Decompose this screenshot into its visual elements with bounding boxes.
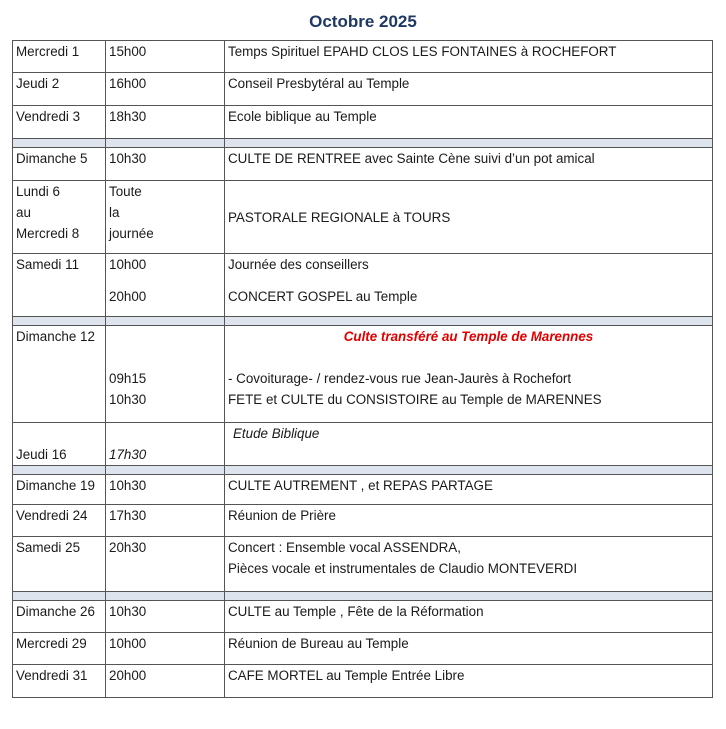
event-line: Concert : Ensemble vocal ASSENDRA,	[228, 540, 461, 555]
event-cell: CULTE AUTREMENT , et REPAS PARTAGE	[225, 475, 713, 505]
time-cell: 15h00	[106, 41, 225, 73]
day-cell: Dimanche 26	[13, 601, 106, 633]
week-separator	[13, 139, 713, 148]
time-cell: 10h30	[106, 148, 225, 181]
time-cell	[106, 254, 225, 317]
event-cell: Ecole biblique au Temple	[225, 106, 713, 139]
event-line: Journée des conseillers	[228, 257, 369, 272]
time-cell: 20h00	[106, 665, 225, 698]
table-row	[13, 537, 713, 592]
time-line: Toute	[109, 184, 142, 199]
event-cell	[225, 537, 713, 592]
day-cell: Samedi 25	[13, 537, 106, 592]
table-row	[13, 505, 713, 537]
day-cell: Mercredi 29	[13, 633, 106, 665]
day-cell: Samedi 11	[13, 254, 106, 317]
time-cell: 18h30	[106, 106, 225, 139]
event-line: Pièces vocale et instrumentales de Claudio MONTEVERDI	[228, 561, 578, 576]
calendar-table	[12, 40, 713, 698]
event-line: - Covoiturage- / rendez-vous rue Jean-Jaurès à Rochefort	[228, 371, 572, 386]
time-cell: 10h00	[106, 633, 225, 665]
event-cell: CAFE MORTEL au Temple Entrée Libre	[225, 665, 713, 698]
week-separator	[13, 592, 713, 601]
time-cell	[106, 326, 225, 423]
page-title: Octobre 2025	[309, 12, 417, 31]
day-cell: Vendredi 3	[13, 106, 106, 139]
table-row	[13, 41, 713, 73]
table-row	[13, 106, 713, 139]
event-cell: Réunion de Bureau au Temple	[225, 633, 713, 665]
time-cell: 17h30	[106, 423, 225, 466]
day-cell: Dimanche 5	[13, 148, 106, 181]
day-line: Lundi 6	[16, 184, 60, 199]
event-cell: CULTE au Temple , Fête de la Réformation	[225, 601, 713, 633]
day-cell: Jeudi 2	[13, 73, 106, 106]
event-cell: Etude Biblique	[225, 423, 713, 466]
event-cell: PASTORALE REGIONALE à TOURS	[225, 181, 713, 254]
event-cell: CULTE DE RENTREE avec Sainte Cène suivi d’un pot amical	[225, 148, 713, 181]
day-cell: Dimanche 12	[13, 326, 106, 423]
event-cell: Réunion de Prière	[225, 505, 713, 537]
day-cell: Jeudi 16	[13, 423, 106, 466]
event-cell: Temps Spirituel EPAHD CLOS LES FONTAINES à ROCHEFORT	[225, 41, 713, 73]
notice-text: Culte transféré au Temple de Marennes	[343, 329, 594, 344]
table-row	[13, 73, 713, 106]
time-line: 09h15	[109, 371, 147, 386]
day-cell	[13, 181, 106, 254]
time-cell: 16h00	[106, 73, 225, 106]
table-row	[13, 665, 713, 698]
event-cell	[225, 254, 713, 317]
day-cell: Mercredi 1	[13, 41, 106, 73]
table-row	[13, 633, 713, 665]
time-line: journée	[109, 226, 154, 241]
time-line: 10h00	[109, 257, 147, 272]
event-cell: Conseil Presbytéral au Temple	[225, 73, 713, 106]
table-row	[13, 181, 713, 254]
table-row	[13, 254, 713, 317]
event-line: CONCERT GOSPEL au Temple	[228, 289, 418, 304]
table-row	[13, 601, 713, 633]
day-cell: Vendredi 31	[13, 665, 106, 698]
table-row	[13, 148, 713, 181]
event-line: FETE et CULTE du CONSISTOIRE au Temple de MARENNES	[228, 392, 602, 407]
time-cell: 10h30	[106, 475, 225, 505]
week-separator	[13, 317, 713, 326]
day-line: au	[16, 205, 31, 220]
time-line: la	[109, 205, 120, 220]
time-line: 10h30	[109, 392, 147, 407]
time-line: 20h00	[109, 289, 147, 304]
table-row	[13, 423, 713, 466]
table-row	[13, 475, 713, 505]
time-cell: 20h30	[106, 537, 225, 592]
day-cell: Vendredi 24	[13, 505, 106, 537]
day-cell: Dimanche 19	[13, 475, 106, 505]
table-row	[13, 326, 713, 423]
day-line: Mercredi 8	[16, 226, 80, 241]
time-cell	[106, 181, 225, 254]
time-cell: 10h30	[106, 601, 225, 633]
event-cell	[225, 326, 713, 423]
week-separator	[13, 466, 713, 475]
time-cell: 17h30	[106, 505, 225, 537]
